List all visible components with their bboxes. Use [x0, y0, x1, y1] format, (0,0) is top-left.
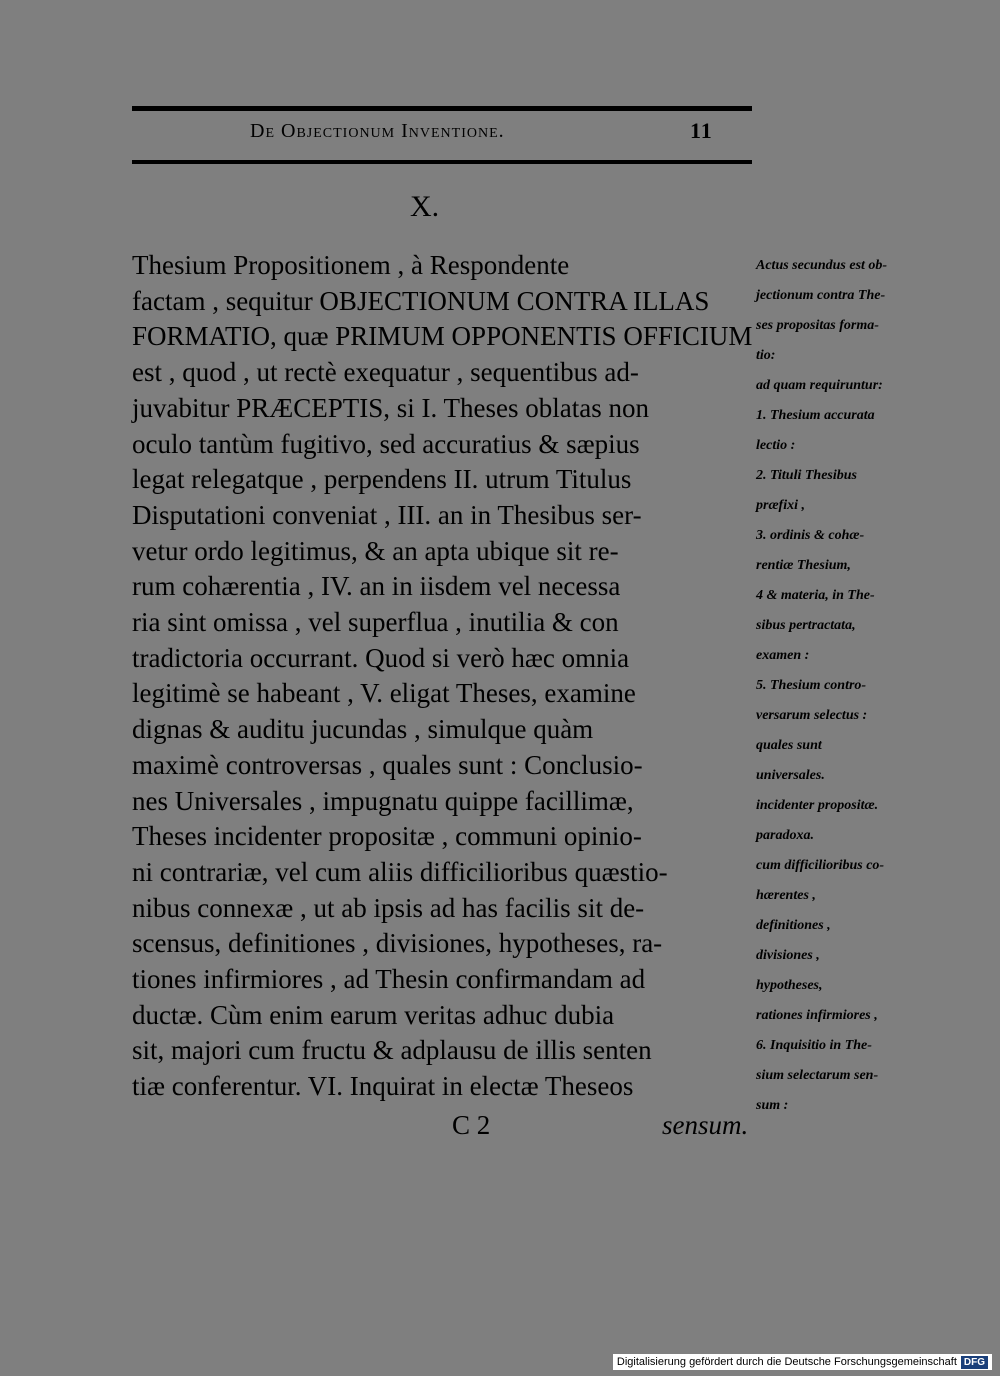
margin-note-line: 2. Tituli Thesibus: [756, 468, 858, 483]
margin-note-line: versarum selectus :: [756, 708, 868, 723]
signature-mark: C 2: [452, 1110, 491, 1140]
margin-note-line: 6. Inquisitio in The-: [756, 1038, 872, 1053]
margin-note-line: hærentes ,: [756, 888, 816, 903]
body-line: maximè controversas , quales sunt : Conclusio-: [132, 749, 643, 780]
margin-note-line: hypotheses,: [756, 978, 823, 993]
body-line: oculo tantùm fugitivo, sed accuratius & sæpius: [132, 428, 640, 459]
margin-note-line: tio:: [756, 348, 776, 363]
body-line: Theses incidenter propositæ , communi opinio-: [132, 821, 642, 852]
body-line: rum cohærentia , IV. an in iisdem vel necessa: [132, 571, 621, 602]
body-line: ni contrariæ, vel cum aliis difficilioribus quæstio-: [132, 856, 668, 887]
margin-note-line: 3. ordinis & cohæ-: [756, 528, 865, 543]
margin-note-line: jectionum contra The-: [756, 288, 886, 303]
margin-note-line: divisiones ,: [756, 948, 820, 963]
body-line: legitimè se habeant , V. eligat Theses, examine: [132, 678, 636, 709]
header-rule-top: [132, 106, 752, 111]
footer-banner: [613, 1354, 992, 1370]
body-line: Disputationi conveniat , III. an in Thesibus ser-: [132, 499, 642, 530]
page-number: 11: [690, 118, 713, 143]
margin-note-line: rentiæ Thesium,: [756, 558, 851, 573]
margin-note-line: 1. Thesium accurata: [756, 408, 875, 423]
body-line: tiones infirmiores , ad Thesin confirmandam ad: [132, 964, 646, 994]
margin-note-line: præfixi ,: [756, 498, 805, 513]
body-line: Thesium Propositionem , à Respondente: [132, 250, 570, 280]
running-title: De Objectionum Inventione.: [250, 120, 505, 142]
margin-note-line: ses propositas forma-: [756, 318, 879, 333]
body-line: scensus, definitiones , divisiones, hypotheses, ra-: [132, 928, 663, 959]
margin-note-line: sium selectarum sen-: [756, 1068, 879, 1083]
body-line: est , quod , ut rectè exequatur , sequentibus ad-: [132, 357, 639, 388]
footer-text: Digitalisierung gefördert durch die Deutsche Forschungsgemeinschaft: [616, 1356, 957, 1368]
body-line: juvabitur PRÆCEPTIS, si I. Theses oblatas non: [132, 392, 649, 423]
catchword: sensum.: [662, 1110, 749, 1140]
body-line: vetur ordo legitimus, & an apta ubique sit re-: [132, 535, 619, 566]
margin-note-line: sum :: [756, 1098, 789, 1113]
body-line: FORMATIO, quæ PRIMUM OPPONENTIS OFFICIUM: [132, 321, 753, 352]
body-line: dignas & auditu jucundas , simulque quàm: [132, 714, 594, 745]
body-line: ductæ. Cùm enim earum veritas adhuc dubia: [132, 999, 615, 1030]
dfg-logo: DFG: [961, 1356, 988, 1369]
body-line: tradictoria occurrant. Quod si verò hæc omnia: [132, 642, 630, 673]
margin-note-line: rationes infirmiores ,: [756, 1008, 878, 1023]
margin-note-line: quales sunt: [756, 738, 822, 753]
margin-note-line: 4 & materia, in The-: [756, 588, 875, 603]
margin-note-line: incidenter propositæ.: [756, 798, 879, 813]
margin-note-line: Actus secundus est ob-: [756, 258, 888, 273]
body-line: nes Universales , impugnatu quippe facillimæ,: [132, 785, 634, 816]
margin-note-line: examen :: [756, 648, 810, 663]
body-line: nibus connexæ , ut ab ipsis ad has facilis sit de-: [132, 892, 645, 923]
body-line: ria sint omissa , vel superflua , inutilia & con: [132, 607, 619, 637]
margin-note-line: universales.: [756, 768, 825, 783]
section-number: X.: [410, 190, 440, 223]
body-line: sit, majori cum fructu & adplausu de illis senten: [132, 1035, 652, 1066]
margin-note-line: lectio :: [756, 438, 796, 453]
body-line: tiæ conferentur. VI. Inquirat in electæ Theseos: [132, 1071, 634, 1102]
header-rule-bottom: [132, 160, 752, 164]
margin-note-line: cum difficilioribus co-: [756, 858, 885, 873]
margin-note-line: paradoxa.: [756, 828, 814, 843]
body-line: legat relegatque , perpendens II. utrum Titulus: [132, 464, 632, 495]
margin-note-line: definitiones ,: [756, 918, 831, 933]
body-line: factam , sequitur OBJECTIONUM CONTRA ILLAS: [132, 285, 710, 316]
margin-note-line: 5. Thesium contro-: [756, 678, 867, 693]
margin-note-line: ad quam requiruntur:: [756, 378, 883, 393]
margin-note-line: sibus pertractata,: [756, 618, 856, 633]
